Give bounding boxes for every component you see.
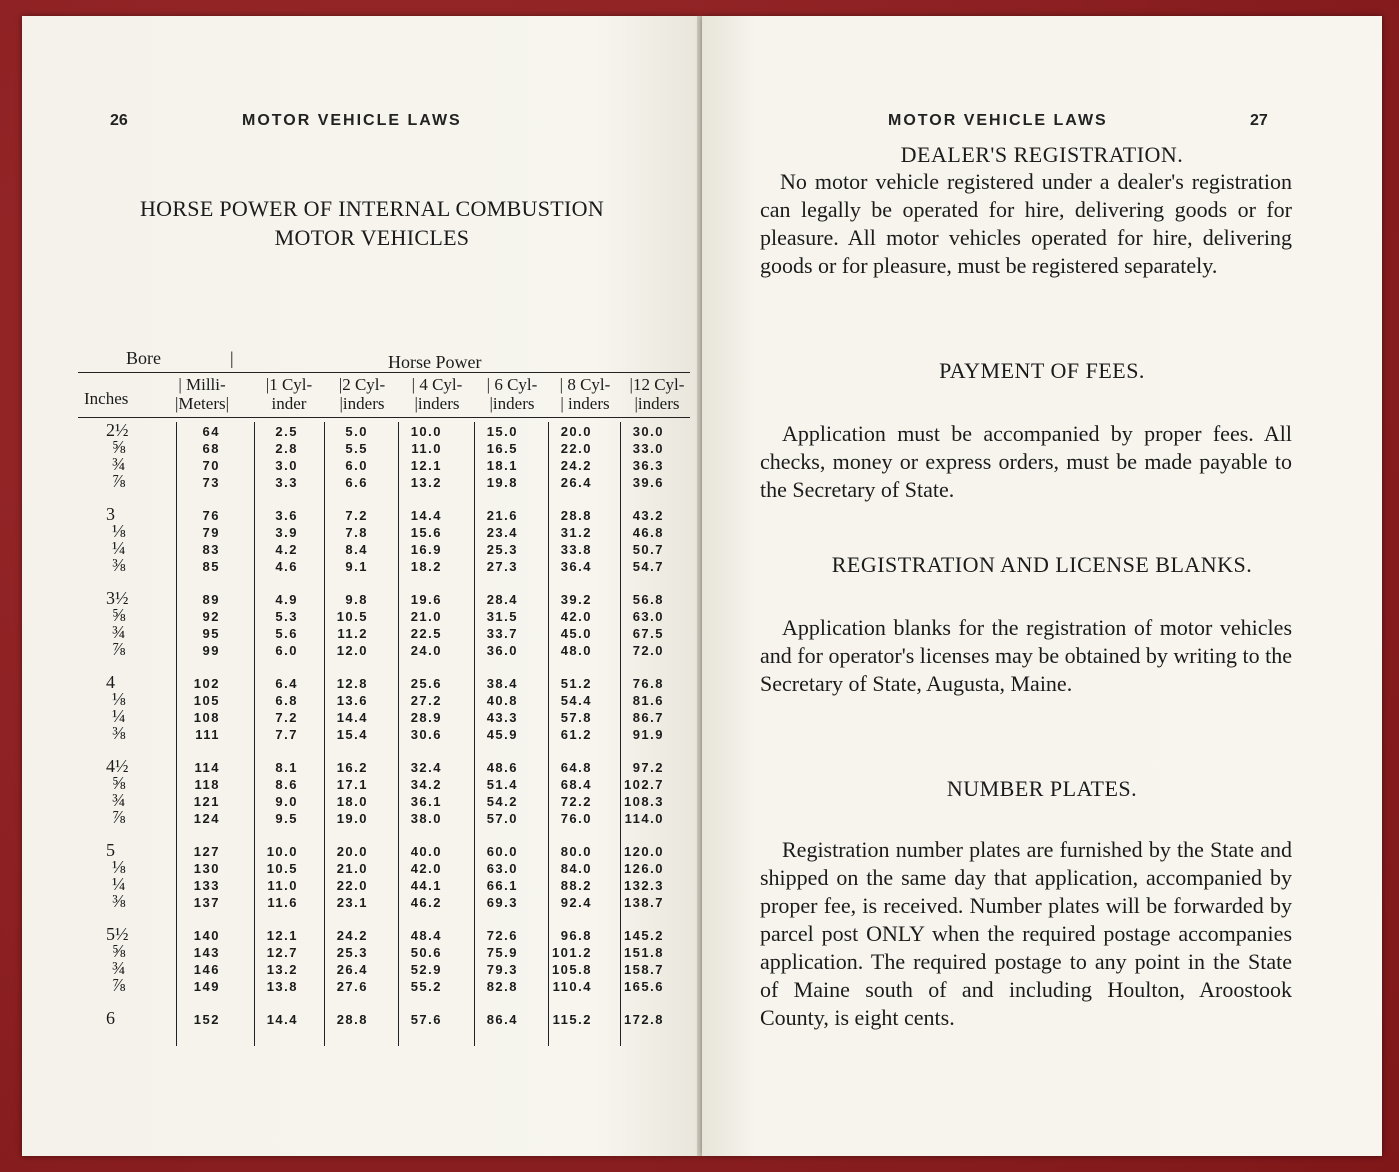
horse-power-cell: 5.0 bbox=[345, 424, 368, 439]
horse-power-cell: 10.5 bbox=[266, 861, 298, 876]
horse-power-cell: 14.4 bbox=[266, 1012, 298, 1027]
horse-power-cell: 97.2 bbox=[632, 760, 664, 775]
horse-power-cell: 46.8 bbox=[632, 525, 664, 540]
horse-power-cell: 57.8 bbox=[560, 710, 592, 725]
horse-power-cell: 43.3 bbox=[486, 710, 518, 725]
horse-power-cell: 75.9 bbox=[486, 945, 518, 960]
column-header-line: |inders bbox=[489, 394, 535, 413]
column-header bbox=[548, 375, 622, 413]
bore-inches-cell: 4 bbox=[106, 672, 115, 692]
bore-inches-cell: 5 bbox=[106, 840, 115, 860]
horse-power-cell: 172.8 bbox=[623, 1012, 664, 1027]
horse-power-cell: 14.4 bbox=[410, 508, 442, 523]
horse-power-cell: 7.2 bbox=[275, 710, 298, 725]
horse-power-cell: 26.4 bbox=[560, 475, 592, 490]
horse-power-cell: 19.0 bbox=[336, 811, 368, 826]
horse-power-cell: 38.4 bbox=[486, 676, 518, 691]
bore-inches-cell: ⅞ bbox=[112, 471, 126, 491]
horse-power-cell: 12.1 bbox=[410, 458, 442, 473]
bore-inches-cell: ⅛ bbox=[112, 689, 126, 709]
bore-inches-cell: ¾ bbox=[112, 454, 126, 474]
bore-mm-cell: 143 bbox=[193, 945, 220, 960]
horse-power-cell: 68.4 bbox=[560, 777, 592, 792]
section-text: Application must be accompanied by proper fees. All checks, money or express orders, must be made payable to the Secretary of State. bbox=[760, 421, 1292, 502]
bore-mm-cell: 83 bbox=[202, 542, 220, 557]
horse-power-cell: 22.0 bbox=[560, 441, 592, 456]
column-header bbox=[474, 375, 550, 413]
bore-header: Bore bbox=[126, 348, 161, 368]
bore-mm-cell: 89 bbox=[202, 592, 220, 607]
bore-mm-cell: 127 bbox=[193, 844, 220, 859]
horse-power-cell: 20.0 bbox=[560, 424, 592, 439]
bore-inches-cell: ⅞ bbox=[112, 807, 126, 827]
horse-power-cell: 46.2 bbox=[410, 895, 442, 910]
column-header-line: |12 Cyl- bbox=[629, 375, 685, 394]
horse-power-cell: 15.6 bbox=[410, 525, 442, 540]
horse-power-cell: 16.5 bbox=[486, 441, 518, 456]
horse-power-cell: 32.4 bbox=[410, 760, 442, 775]
bore-mm-cell: 111 bbox=[195, 727, 220, 742]
bore-mm-cell: 114 bbox=[194, 760, 220, 775]
horse-power-cell: 45.0 bbox=[560, 626, 592, 641]
horse-power-cell: 4.6 bbox=[275, 559, 298, 574]
horse-power-cell: 28.4 bbox=[486, 592, 518, 607]
bore-inches-cell: ⅝ bbox=[112, 605, 126, 625]
bore-mm-cell: 102 bbox=[193, 676, 220, 691]
bore-inches-cell: ⅜ bbox=[112, 555, 126, 575]
bore-mm-cell: 152 bbox=[193, 1012, 220, 1027]
horse-power-cell: 2.5 bbox=[275, 424, 298, 439]
horse-power-cell: 33.7 bbox=[486, 626, 518, 641]
bore-inches-cell: ¼ bbox=[112, 874, 126, 894]
horse-power-cell: 6.6 bbox=[345, 475, 368, 490]
horse-power-cell: 9.5 bbox=[275, 811, 298, 826]
horse-power-cell: 6.8 bbox=[275, 693, 298, 708]
running-header: MOTOR VEHICLE LAWS bbox=[888, 112, 1108, 129]
horse-power-cell: 34.2 bbox=[410, 777, 442, 792]
bore-inches-cell: ⅜ bbox=[112, 891, 126, 911]
column-header-line: |inders bbox=[414, 394, 460, 413]
horse-power-cell: 25.3 bbox=[336, 945, 368, 960]
column-header bbox=[620, 375, 694, 413]
section-heading: DEALER'S REGISTRATION. bbox=[900, 142, 1184, 167]
horse-power-cell: 27.2 bbox=[410, 693, 442, 708]
horse-power-cell: 48.4 bbox=[410, 928, 442, 943]
horse-power-cell: 86.4 bbox=[486, 1012, 518, 1027]
horse-power-cell: 43.2 bbox=[632, 508, 664, 523]
bore-mm-cell: 79 bbox=[202, 525, 220, 540]
horse-power-cell: 21.0 bbox=[336, 861, 368, 876]
horse-power-cell: 11.0 bbox=[267, 878, 298, 893]
horse-power-cell: 76.0 bbox=[560, 811, 592, 826]
bore-mm-cell: 105 bbox=[193, 693, 220, 708]
section-text: Application blanks for the registration of motor vehicles and for operator's licenses may be obtained by writing to the Secretary of State, Augusta, Maine. bbox=[760, 615, 1292, 696]
horse-power-cell: 50.7 bbox=[632, 542, 664, 557]
horse-power-cell: 82.8 bbox=[486, 979, 518, 994]
horse-power-cell: 12.7 bbox=[266, 945, 298, 960]
running-header: MOTOR VEHICLE LAWS bbox=[242, 112, 462, 129]
horse-power-cell: 91.9 bbox=[632, 727, 664, 742]
horse-power-cell: 10.0 bbox=[410, 424, 442, 439]
horse-power-cell: 12.1 bbox=[266, 928, 298, 943]
horse-power-cell: 48.0 bbox=[560, 643, 592, 658]
horse-power-cell: 138.7 bbox=[623, 895, 664, 910]
horse-power-cell: 18.2 bbox=[410, 559, 442, 574]
bore-inches-cell: 6 bbox=[106, 1008, 115, 1028]
horse-power-cell: 48.6 bbox=[486, 760, 518, 775]
horse-power-cell: 28.8 bbox=[560, 508, 592, 523]
horse-power-cell: 15.0 bbox=[486, 424, 518, 439]
column-header bbox=[252, 375, 326, 413]
horse-power-cell: 86.7 bbox=[632, 710, 664, 725]
bore-inches-cell: ¾ bbox=[112, 790, 126, 810]
column-header-line: |2 Cyl- bbox=[338, 375, 386, 394]
horse-power-cell: 72.6 bbox=[486, 928, 518, 943]
horse-power-header: Horse Power bbox=[388, 352, 482, 372]
horse-power-cell: 101.2 bbox=[551, 945, 592, 960]
column-header-line: | 4 Cyl- bbox=[411, 375, 463, 394]
bore-inches-cell: ⅜ bbox=[112, 723, 126, 743]
horse-power-cell: 3.0 bbox=[275, 458, 298, 473]
bore-mm-cell: 95 bbox=[202, 626, 220, 641]
horse-power-cell: 20.0 bbox=[336, 844, 368, 859]
bore-mm-cell: 130 bbox=[193, 861, 220, 876]
horse-power-cell: 145.2 bbox=[623, 928, 664, 943]
bore-mm-cell: 140 bbox=[193, 928, 220, 943]
horse-power-cell: 84.0 bbox=[560, 861, 592, 876]
bore-mm-cell: 124 bbox=[193, 811, 220, 826]
column-header-line: | Milli- bbox=[178, 375, 226, 394]
horse-power-cell: 16.2 bbox=[336, 760, 368, 775]
horse-power-cell: 120.0 bbox=[623, 844, 664, 859]
horse-power-cell: 158.7 bbox=[623, 962, 664, 977]
horse-power-cell: 114.0 bbox=[624, 811, 664, 826]
horse-power-cell: 28.9 bbox=[410, 710, 442, 725]
horse-power-cell: 51.2 bbox=[560, 676, 592, 691]
bore-mm-cell: 73 bbox=[202, 475, 220, 490]
section-text: Registration number plates are furnished by the State and shipped on the same day that application, accompanied by proper fee, is received. Number plates will be forwarded by parcel post ONLY when the required postage accompanies application. The required postage to any point in the State of Maine south of and including Houlton, Aroostook County, is eight cents. bbox=[760, 837, 1292, 1030]
horse-power-cell: 50.6 bbox=[410, 945, 442, 960]
horse-power-cell: 52.9 bbox=[410, 962, 442, 977]
bore-inches-cell: 4½ bbox=[106, 756, 129, 776]
horse-power-cell: 11.0 bbox=[411, 441, 442, 456]
horse-power-cell: 64.8 bbox=[560, 760, 592, 775]
horse-power-cell: 13.6 bbox=[336, 693, 368, 708]
left-page bbox=[22, 16, 698, 1156]
bore-inches-cell: ¼ bbox=[112, 706, 126, 726]
horse-power-cell: 44.1 bbox=[410, 878, 442, 893]
horse-power-cell: 72.2 bbox=[560, 794, 592, 809]
horse-power-cell: 4.9 bbox=[275, 592, 298, 607]
horse-power-cell: 69.3 bbox=[486, 895, 518, 910]
horse-power-cell: 5.3 bbox=[275, 609, 298, 624]
bore-inches-cell: 3½ bbox=[106, 588, 129, 608]
horse-power-cell: 39.2 bbox=[560, 592, 592, 607]
horse-power-cell: 6.0 bbox=[275, 643, 298, 658]
horse-power-cell: 36.3 bbox=[632, 458, 664, 473]
horse-power-cell: 61.2 bbox=[560, 727, 592, 742]
horse-power-cell: 54.7 bbox=[632, 559, 664, 574]
column-header-inches: Inches bbox=[84, 389, 129, 408]
horse-power-cell: 24.2 bbox=[560, 458, 592, 473]
horse-power-cell: 92.4 bbox=[560, 895, 592, 910]
bore-mm-cell: 85 bbox=[202, 559, 220, 574]
horse-power-cell: 23.4 bbox=[486, 525, 518, 540]
bore-mm-cell: 68 bbox=[202, 441, 220, 456]
bore-mm-cell: 137 bbox=[193, 895, 220, 910]
section-heading: REGISTRATION AND LICENSE BLANKS. bbox=[831, 552, 1253, 577]
bore-mm-cell: 64 bbox=[202, 424, 220, 439]
horse-power-cell: 10.5 bbox=[336, 609, 368, 624]
bore-inches-cell: ¼ bbox=[112, 538, 126, 558]
horse-power-cell: 126.0 bbox=[623, 861, 664, 876]
bore-mm-cell: 99 bbox=[202, 643, 220, 658]
bore-inches-cell: ⅞ bbox=[112, 975, 126, 995]
horse-power-cell: 72.0 bbox=[632, 643, 664, 658]
header-separator: | bbox=[230, 348, 234, 368]
column-header-line: | 8 Cyl- bbox=[559, 375, 611, 394]
horse-power-cell: 16.9 bbox=[410, 542, 442, 557]
column-header-line: inder bbox=[271, 394, 307, 413]
horse-power-cell: 151.8 bbox=[623, 945, 664, 960]
horse-power-cell: 30.0 bbox=[632, 424, 664, 439]
horse-power-cell: 165.6 bbox=[623, 979, 664, 994]
horse-power-cell: 60.0 bbox=[486, 844, 518, 859]
horse-power-cell: 25.3 bbox=[486, 542, 518, 557]
horse-power-cell: 5.5 bbox=[345, 441, 368, 456]
horse-power-cell: 110.4 bbox=[552, 979, 592, 994]
column-header-line: | inders bbox=[560, 394, 610, 413]
bore-mm-cell: 76 bbox=[202, 508, 220, 523]
horse-power-cell: 4.2 bbox=[275, 542, 298, 557]
horse-power-cell: 40.8 bbox=[486, 693, 518, 708]
horse-power-cell: 24.0 bbox=[410, 643, 442, 658]
page-number: 26 bbox=[110, 112, 128, 129]
horse-power-cell: 10.0 bbox=[266, 844, 298, 859]
horse-power-cell: 9.8 bbox=[345, 592, 368, 607]
table-body bbox=[78, 418, 690, 1046]
bore-inches-cell: ⅝ bbox=[112, 941, 126, 961]
horse-power-cell: 12.0 bbox=[336, 643, 368, 658]
horse-power-cell: 31.5 bbox=[486, 609, 518, 624]
horse-power-cell: 9.0 bbox=[275, 794, 298, 809]
horse-power-cell: 23.1 bbox=[336, 895, 368, 910]
page-number: 27 bbox=[1250, 112, 1268, 129]
horse-power-cell: 45.9 bbox=[486, 727, 518, 742]
horse-power-cell: 54.4 bbox=[560, 693, 592, 708]
horse-power-cell: 5.6 bbox=[275, 626, 298, 641]
horse-power-cell: 63.0 bbox=[486, 861, 518, 876]
horse-power-cell: 76.8 bbox=[632, 676, 664, 691]
column-header bbox=[398, 375, 476, 413]
horse-power-cell: 42.0 bbox=[560, 609, 592, 624]
bore-mm-cell: 118 bbox=[194, 777, 220, 792]
horse-power-cell: 33.8 bbox=[560, 542, 592, 557]
horse-power-cell: 11.6 bbox=[267, 895, 298, 910]
horse-power-cell: 18.1 bbox=[486, 458, 518, 473]
section-heading: NUMBER PLATES. bbox=[946, 776, 1138, 801]
horse-power-cell: 8.6 bbox=[275, 777, 298, 792]
horse-power-cell: 8.1 bbox=[275, 760, 298, 775]
horse-power-cell: 38.0 bbox=[410, 811, 442, 826]
horse-power-cell: 39.6 bbox=[632, 475, 664, 490]
horse-power-cell: 31.2 bbox=[560, 525, 592, 540]
title-line: HORSE POWER OF INTERNAL COMBUSTION bbox=[139, 196, 605, 221]
horse-power-cell: 13.8 bbox=[266, 979, 298, 994]
horse-power-cell: 15.4 bbox=[336, 727, 368, 742]
bore-mm-cell: 92 bbox=[202, 609, 220, 624]
horse-power-cell: 28.8 bbox=[336, 1012, 368, 1027]
horse-power-cell: 30.6 bbox=[410, 727, 442, 742]
horse-power-cell: 80.0 bbox=[560, 844, 592, 859]
horse-power-cell: 7.7 bbox=[275, 727, 298, 742]
bore-inches-cell: 2½ bbox=[106, 420, 129, 440]
column-header bbox=[152, 375, 252, 413]
column-header-line: | 6 Cyl- bbox=[486, 375, 538, 394]
horse-power-cell: 57.0 bbox=[486, 811, 518, 826]
bore-mm-cell: 146 bbox=[193, 962, 220, 977]
horse-power-cell: 8.4 bbox=[345, 542, 368, 557]
horse-power-cell: 13.2 bbox=[266, 962, 298, 977]
bore-inches-cell: ⅝ bbox=[112, 773, 126, 793]
horse-power-cell: 57.6 bbox=[410, 1012, 442, 1027]
horse-power-cell: 79.3 bbox=[486, 962, 518, 977]
column-header-line: |inders bbox=[634, 394, 680, 413]
horse-power-cell: 36.4 bbox=[560, 559, 592, 574]
horse-power-cell: 21.0 bbox=[410, 609, 442, 624]
horse-power-cell: 42.0 bbox=[410, 861, 442, 876]
horse-power-cell: 19.8 bbox=[486, 475, 518, 490]
horse-power-cell: 81.6 bbox=[632, 693, 664, 708]
horse-power-cell: 13.2 bbox=[410, 475, 442, 490]
table-title bbox=[92, 194, 652, 252]
horse-power-cell: 6.0 bbox=[345, 458, 368, 473]
bore-inches-cell: ⅛ bbox=[112, 857, 126, 877]
horse-power-cell: 55.2 bbox=[410, 979, 442, 994]
horse-power-cell: 27.3 bbox=[486, 559, 518, 574]
horse-power-cell: 27.6 bbox=[336, 979, 368, 994]
horse-power-cell: 63.0 bbox=[632, 609, 664, 624]
horse-power-cell: 12.8 bbox=[336, 676, 368, 691]
horse-power-cell: 21.6 bbox=[486, 508, 518, 523]
horse-power-table bbox=[78, 346, 690, 1046]
horse-power-cell: 36.1 bbox=[410, 794, 442, 809]
bore-mm-cell: 149 bbox=[193, 979, 220, 994]
horse-power-cell: 105.8 bbox=[551, 962, 592, 977]
horse-power-cell: 26.4 bbox=[336, 962, 368, 977]
column-header-line: |inders bbox=[339, 394, 385, 413]
column-header-line: |Meters| bbox=[174, 394, 229, 413]
horse-power-cell: 88.2 bbox=[560, 878, 592, 893]
horse-power-cell: 33.0 bbox=[632, 441, 664, 456]
horse-power-cell: 14.4 bbox=[336, 710, 368, 725]
bore-inches-cell: 3 bbox=[106, 504, 115, 524]
horse-power-cell: 22.5 bbox=[410, 626, 442, 641]
bore-mm-cell: 133 bbox=[193, 878, 220, 893]
horse-power-cell: 18.0 bbox=[336, 794, 368, 809]
bore-inches-cell: ¾ bbox=[112, 958, 126, 978]
horse-power-cell: 25.6 bbox=[410, 676, 442, 691]
horse-power-cell: 7.2 bbox=[345, 508, 368, 523]
horse-power-cell: 40.0 bbox=[410, 844, 442, 859]
horse-power-cell: 36.0 bbox=[486, 643, 518, 658]
horse-power-cell: 7.8 bbox=[345, 525, 368, 540]
horse-power-cell: 51.4 bbox=[486, 777, 518, 792]
horse-power-cell: 67.5 bbox=[632, 626, 664, 641]
horse-power-cell: 11.2 bbox=[337, 626, 368, 641]
bore-inches-cell: ⅛ bbox=[112, 521, 126, 541]
bore-inches-cell: ⅞ bbox=[112, 639, 126, 659]
title-line: MOTOR VEHICLES bbox=[274, 225, 470, 250]
horse-power-cell: 22.0 bbox=[336, 878, 368, 893]
horse-power-cell: 3.9 bbox=[275, 525, 298, 540]
horse-power-cell: 56.8 bbox=[632, 592, 664, 607]
column-header bbox=[324, 375, 400, 413]
column-header-row bbox=[78, 373, 690, 417]
horse-power-cell: 9.1 bbox=[345, 559, 368, 574]
bore-inches-cell: ¾ bbox=[112, 622, 126, 642]
bore-mm-cell: 108 bbox=[193, 710, 220, 725]
bore-mm-cell: 121 bbox=[193, 794, 220, 809]
horse-power-cell: 6.4 bbox=[275, 676, 298, 691]
horse-power-cell: 24.2 bbox=[336, 928, 368, 943]
horse-power-cell: 3.6 bbox=[275, 508, 298, 523]
horse-power-cell: 132.3 bbox=[623, 878, 664, 893]
right-page bbox=[702, 16, 1382, 1156]
group-header-row bbox=[78, 346, 690, 372]
horse-power-cell: 54.2 bbox=[486, 794, 518, 809]
bore-mm-cell: 70 bbox=[202, 458, 220, 473]
horse-power-cell: 2.8 bbox=[275, 441, 298, 456]
horse-power-cell: 19.6 bbox=[410, 592, 442, 607]
section-heading: PAYMENT OF FEES. bbox=[939, 358, 1145, 383]
horse-power-cell: 102.7 bbox=[623, 777, 664, 792]
horse-power-cell: 96.8 bbox=[560, 928, 592, 943]
horse-power-cell: 108.3 bbox=[623, 794, 664, 809]
section-text: No motor vehicle registered under a dealer's registration can legally be operated for hire, delivering goods or for pleasure. All motor vehicles operated for hire, delivering goods or for pleasure, must be registered separately. bbox=[760, 169, 1292, 278]
horse-power-cell: 3.3 bbox=[275, 475, 298, 490]
horse-power-cell: 115.2 bbox=[552, 1012, 592, 1027]
bore-inches-cell: ⅝ bbox=[112, 437, 126, 457]
column-header-line: |1 Cyl- bbox=[265, 375, 313, 394]
horse-power-cell: 66.1 bbox=[486, 878, 518, 893]
horse-power-cell: 17.1 bbox=[336, 777, 368, 792]
bore-inches-cell: 5½ bbox=[106, 924, 129, 944]
